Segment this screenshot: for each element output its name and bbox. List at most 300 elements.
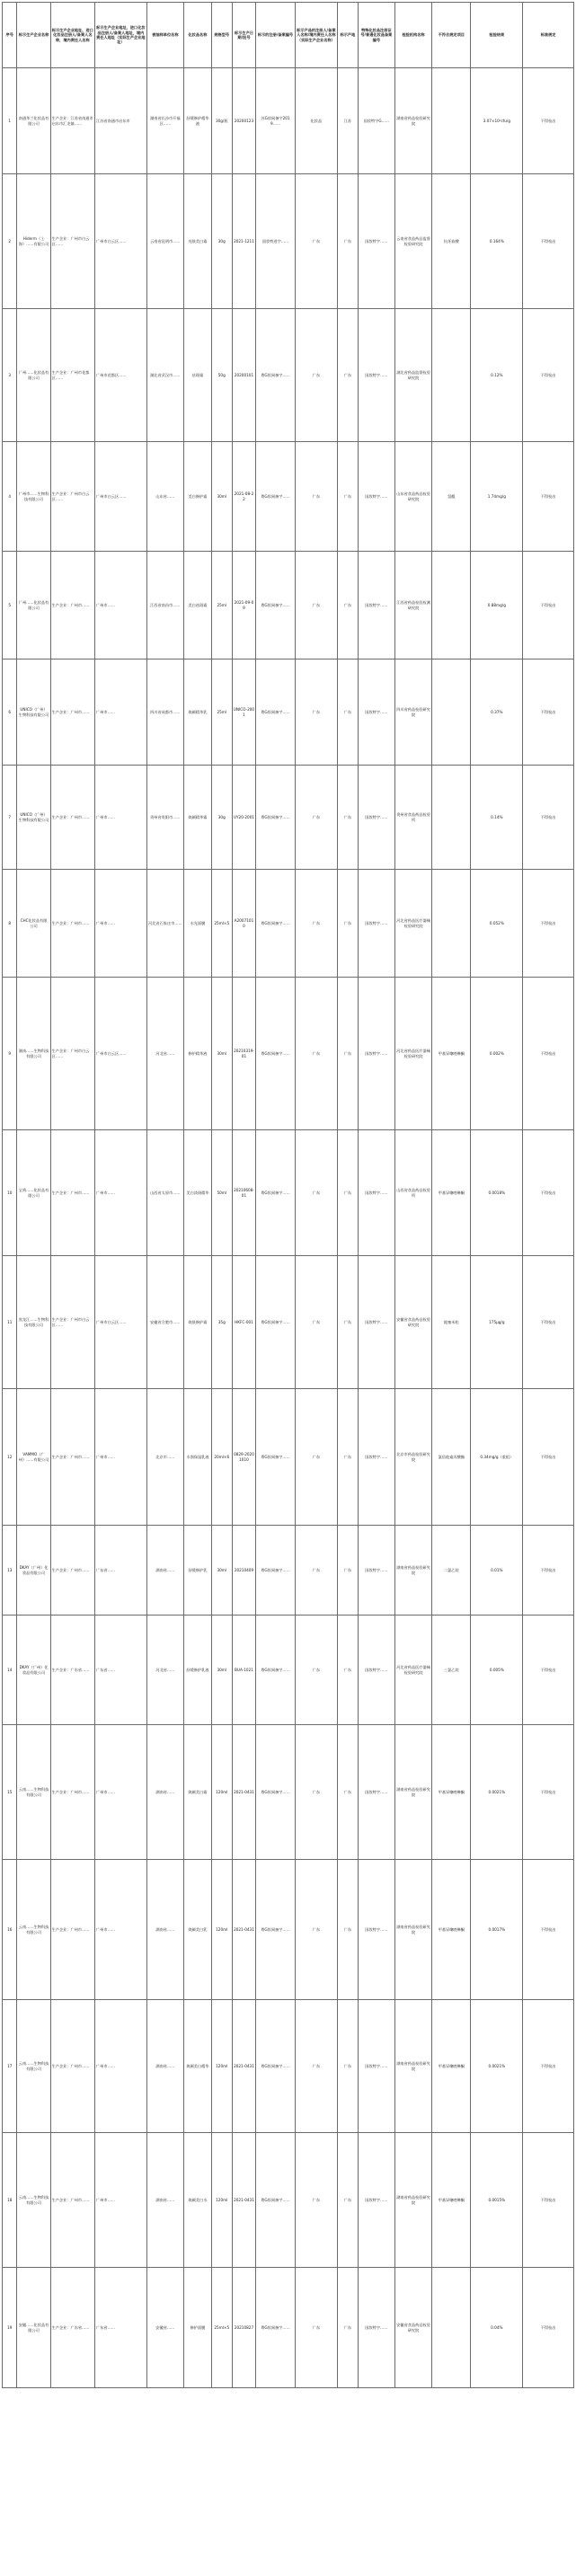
table-cell: 广东: [338, 174, 359, 309]
table-cell: 地塞米松: [432, 1256, 471, 1389]
table-cell: 广州市……: [95, 1725, 147, 1860]
table-row: [3, 870, 574, 978]
table-cell: 广东: [338, 659, 359, 766]
table-cell: 广东: [295, 1389, 337, 1526]
inspection-results-table: [2, 2, 574, 2388]
table-cell: [432, 870, 471, 978]
table-cell: 不得检出: [523, 978, 574, 1130]
table-cell: 广东省……: [95, 1616, 147, 1725]
header-cell: 规格型号: [211, 3, 232, 68]
table-cell: 120ml: [211, 2133, 232, 2268]
table-cell: 广州市……: [95, 1130, 147, 1256]
table-cell: 0.04%: [471, 2268, 523, 2388]
table-cell: 不得检出: [523, 1130, 574, 1256]
table-cell: 广东: [295, 1130, 337, 1256]
table-cell: 湖北省药品监督检验研究院: [394, 309, 431, 442]
table-cell: Hiderm（上海）……有限公司: [17, 174, 50, 309]
table-cell: 2021-1211: [232, 174, 256, 309]
table-cell: 安徽省合肥市……: [146, 1256, 183, 1389]
table-cell: 国妆特字……: [358, 978, 394, 1130]
table-cell: 国妆特字……: [358, 552, 394, 659]
table-cell: 江苏省南通市启东市: [95, 68, 147, 174]
table-cell: 30g: [211, 174, 232, 309]
table-cell: 国妆特字……: [358, 174, 394, 309]
table-row: [3, 1725, 574, 1860]
header-cell: 序号: [3, 3, 17, 68]
table-cell: 粤G妆网备字……: [256, 1860, 295, 2000]
table-cell: 0.164%: [471, 174, 523, 309]
row-number-cell: 6: [3, 659, 17, 766]
table-cell: 河北省……: [146, 978, 183, 1130]
row-number-cell: 2: [3, 174, 17, 309]
table-cell: 三氯乙烷: [432, 1616, 471, 1725]
table-cell: 生产企业：广州市……: [50, 2000, 94, 2133]
table-cell: 美白祛斑霜: [183, 552, 211, 659]
table-cell: 30g/瓶: [211, 68, 232, 174]
table-cell: 化妆品: [295, 68, 337, 174]
table-cell: 安徽省食品药品检验研究院: [394, 1256, 431, 1389]
row-number-cell: 19: [3, 2268, 17, 2388]
table-cell: 河北省药品医疗器械检验研究院: [394, 1616, 431, 1725]
table-body: [3, 68, 574, 2388]
table-row: [3, 659, 574, 766]
table-cell: CHC化妆品有限公司: [17, 870, 50, 978]
header-cell: 标示生产日期/批号: [232, 3, 256, 68]
table-cell: [432, 309, 471, 442]
table-cell: 广州……化妆品有限公司: [17, 309, 50, 442]
table-cell: 生产企业：广州市……: [50, 2133, 94, 2268]
table-cell: 粤G妆网备字……: [256, 659, 295, 766]
table-cell: 甲基异噻唑啉酮: [432, 2000, 471, 2133]
table-cell: 广州市……: [95, 1860, 147, 2000]
table-cell: 不得检出: [523, 1616, 574, 1725]
row-number-cell: 13: [3, 1526, 17, 1616]
table-cell: 国妆特字……: [358, 1526, 394, 1616]
header-cell: 标示产地: [338, 3, 359, 68]
table-cell: 25ml: [211, 659, 232, 766]
table-cell: 粤G妆网备字……: [256, 1725, 295, 1860]
table-row: [3, 552, 574, 659]
table-row: [3, 174, 574, 309]
row-number-cell: 16: [3, 1860, 17, 2000]
table-cell: 0.005%: [471, 1616, 523, 1725]
table-cell: 广东: [295, 1256, 337, 1389]
table-row: [3, 766, 574, 870]
table-row: [3, 1256, 574, 1389]
table-cell: 不得检出: [523, 1256, 574, 1389]
table-cell: 云南……生物科技有限公司: [17, 2133, 50, 2268]
table-cell: 甲基异噻唑啉酮: [432, 2133, 471, 2268]
table-cell: 广州市白云区……: [95, 442, 147, 552]
header-cell: 不符合规定项目: [432, 3, 471, 68]
table-cell: 湖南省长沙市开福区……: [146, 68, 183, 174]
table-cell: 舒缓修护乳液: [183, 1616, 211, 1725]
table-cell: 氯倍他索丙酸酯: [432, 1389, 471, 1526]
table-cell: 生产企业：广州市花都区……: [50, 309, 94, 442]
table-cell: 山东省食品药品检验研究院: [394, 442, 431, 552]
row-number-cell: 18: [3, 2133, 17, 2268]
table-cell: 舒缓修护精华液: [183, 68, 211, 174]
table-cell: 美白淡斑精华: [183, 1130, 211, 1256]
table-cell: 0.0021%: [471, 1725, 523, 1860]
table-cell: 南通华兰化妆品有限公司: [17, 68, 50, 174]
table-cell: 广东: [295, 978, 337, 1130]
table-cell: 生产企业：广州市……: [50, 659, 94, 766]
table-cell: 焕肤修护霜: [183, 1256, 211, 1389]
table-cell: DKAY（广州）化妆品有限公司: [17, 1526, 50, 1616]
table-row: [3, 1526, 574, 1616]
header-cell: 化妆品名称: [183, 3, 211, 68]
table-cell: 0.0015%: [471, 2133, 523, 2268]
table-cell: 20200101: [232, 309, 256, 442]
table-cell: 广东: [295, 309, 337, 442]
table-cell: 广州市……: [95, 659, 147, 766]
table-cell: 江苏: [338, 68, 359, 174]
table-cell: 焕颜美白水: [183, 2133, 211, 2268]
header-cell: 特殊化妆品注册证号/普通化妆品备案编号: [358, 3, 394, 68]
table-cell: [432, 659, 471, 766]
table-cell: 云南……生物科技有限公司: [17, 2000, 50, 2133]
table-cell: 粤G妆网备字……: [256, 1616, 295, 1725]
table-cell: 30ml: [211, 1526, 232, 1616]
table-cell: 生产企业：广州市……: [50, 1130, 94, 1256]
table-cell: 不得检出: [523, 2268, 574, 2388]
table-cell: UY20-2001: [232, 766, 256, 870]
table-cell: 2021-0431: [232, 1860, 256, 2000]
table-cell: 20ml×6: [211, 1389, 232, 1526]
table-cell: 不得检出: [523, 659, 574, 766]
table-cell: 国妆特字……: [358, 2268, 394, 2388]
table-cell: 生产企业：广东省……: [50, 2268, 94, 2388]
row-number-cell: 12: [3, 1389, 17, 1526]
table-cell: 广东: [295, 2000, 337, 2133]
table-cell: 0.0018%: [471, 1130, 523, 1256]
table-cell: 120ml: [211, 1725, 232, 1860]
table-cell: UNICO（广州）生物科技有限公司: [17, 659, 50, 766]
table-header-row: [3, 3, 574, 68]
table-cell: 不得检出: [523, 174, 574, 309]
table-cell: 0.37%: [471, 659, 523, 766]
table-row: [3, 442, 574, 552]
table-cell: 20210827: [232, 2268, 256, 2388]
table-cell: 甲基异噻唑啉酮: [432, 1130, 471, 1256]
header-cell: 检验机构名称: [394, 3, 431, 68]
table-cell: 广东: [338, 870, 359, 978]
table-cell: 焕颜美白乳: [183, 1860, 211, 2000]
table-cell: 广东: [295, 1616, 337, 1725]
table-cell: 广东: [338, 2000, 359, 2133]
table-cell: 广州市……: [95, 1389, 147, 1526]
table-cell: 广州市……生物科技有限公司: [17, 442, 50, 552]
table-cell: 35g: [211, 1256, 232, 1389]
table-cell: 河北省……: [146, 1616, 183, 1725]
table-cell: 国妆特字……: [358, 2000, 394, 2133]
table-cell: 国妆特字……: [358, 442, 394, 552]
table-cell: VAMMO（广州）……有限公司: [17, 1389, 50, 1526]
table-cell: 0.14%: [471, 766, 523, 870]
table-row: [3, 68, 574, 174]
table-cell: 广东: [338, 309, 359, 442]
table-cell: 广东: [338, 1725, 359, 1860]
table-cell: 甲基异噻唑啉酮: [432, 1860, 471, 2000]
table-cell: 江西省南昌市……: [146, 552, 183, 659]
table-cell: 生产企业：江苏省南通市启东市汇龙镇……: [50, 68, 94, 174]
table-cell: 粤G妆网备字……: [256, 1526, 295, 1616]
table-cell: 广州市……: [95, 2133, 147, 2268]
row-number-cell: 17: [3, 2000, 17, 2133]
table-cell: [432, 766, 471, 870]
table-cell: 粤G妆网备字……: [256, 2000, 295, 2133]
table-cell: 30ml: [211, 978, 232, 1130]
table-cell: 广东: [338, 1526, 359, 1616]
table-cell: 水润保湿乳液: [183, 1389, 211, 1526]
row-number-cell: 5: [3, 552, 17, 659]
table-cell: 不得检出: [523, 552, 574, 659]
table-cell: [432, 2268, 471, 2388]
table-cell: 国妆特字……: [358, 1860, 394, 2000]
table-row: [3, 2133, 574, 2268]
table-cell: [432, 552, 471, 659]
row-number-cell: 14: [3, 1616, 17, 1725]
header-cell: 标示生产企业地址、进口化妆品注册人/备案人名称，境内责任人名称: [50, 3, 94, 68]
table-cell: 国妆特字……: [358, 1725, 394, 1860]
table-cell: 0829-20201010: [232, 1389, 256, 1526]
table-cell: 不得检出: [523, 68, 574, 174]
table-cell: 不得检出: [523, 442, 574, 552]
table-cell: 广东: [295, 1526, 337, 1616]
table-cell: 湖南省药品检验研究院: [394, 1860, 431, 2000]
table-cell: 国妆特字……: [358, 870, 394, 978]
table-cell: 广东: [338, 2268, 359, 2388]
table-cell: 粤G妆网备字……: [256, 2133, 295, 2268]
table-cell: 广东: [295, 174, 337, 309]
table-cell: 湖北省武汉市……: [146, 309, 183, 442]
table-cell: 生产企业：广州市……: [50, 552, 94, 659]
table-cell: 四川省成都市……: [146, 659, 183, 766]
table-cell: 0.34mg/g（重组）: [471, 1389, 523, 1526]
table-cell: 不得检出: [523, 1526, 574, 1616]
table-cell: 30g: [211, 766, 232, 870]
table-cell: 50g: [211, 309, 232, 442]
table-cell: 0.002%: [471, 978, 523, 1130]
table-cell: 甲基异噻唑啉酮: [432, 1725, 471, 1860]
table-cell: A20071010: [232, 870, 256, 978]
table-cell: 不得检出: [523, 2000, 574, 2133]
table-cell: 国妆特字……: [358, 659, 394, 766]
table-cell: DKAY（广州）化妆品有限公司: [17, 1616, 50, 1725]
table-cell: 广州市白云区……: [95, 978, 147, 1130]
table-cell: 美白修护霜: [183, 442, 211, 552]
table-cell: 0.0017%: [471, 1860, 523, 2000]
table-cell: 粤G妆网备字……: [256, 1256, 295, 1389]
table-cell: 生产企业：广东省……: [50, 1616, 94, 1725]
table-cell: 国妆特字……: [358, 1256, 394, 1389]
header-cell: 标示生产企业名称: [17, 3, 50, 68]
table-cell: 广州市……: [95, 2000, 147, 2133]
table-cell: 不得检出: [523, 870, 574, 978]
row-number-cell: 3: [3, 309, 17, 442]
table-cell: 舒缓修护乳: [183, 1526, 211, 1616]
table-cell: 北京市药品检验研究院: [394, 1389, 431, 1526]
table-cell: 生产企业：广州市白云区……: [50, 1256, 94, 1389]
table-cell: 湖南省药品检验研究院: [394, 2133, 431, 2268]
table-cell: 江西省药品检验检测研究院: [394, 552, 431, 659]
table-cell: 广东: [295, 659, 337, 766]
table-cell: 25ml×5: [211, 870, 232, 978]
row-number-cell: 9: [3, 978, 17, 1130]
table-cell: 广东: [338, 1130, 359, 1256]
table-cell: 30ml: [211, 442, 232, 552]
table-cell: 广东省……: [95, 1526, 147, 1616]
table-cell: 安徽……化妆品有限公司: [17, 2268, 50, 2388]
table-cell: 湖南省药品检验研究院: [394, 2000, 431, 2133]
table-cell: 粤G妆网备字……: [256, 870, 295, 978]
table-cell: 河北省石家庄市……: [146, 870, 183, 978]
row-number-cell: 10: [3, 1130, 17, 1256]
table-cell: 广州……化妆品有限公司: [17, 552, 50, 659]
table-cell: 不得检出: [523, 1389, 574, 1526]
table-cell: 20200123: [232, 68, 256, 174]
row-number-cell: 8: [3, 870, 17, 978]
table-cell: 广州市花都区……: [95, 309, 147, 442]
table-cell: 修护精华液: [183, 978, 211, 1130]
table-cell: 湖南省……: [146, 1860, 183, 2000]
table-cell: 生产企业：广州市……: [50, 1725, 94, 1860]
table-cell: 氢醌: [432, 442, 471, 552]
table-cell: 2021-09-09: [232, 552, 256, 659]
row-number-cell: 7: [3, 766, 17, 870]
table-cell: 湖南省药品检验研究院: [394, 1725, 431, 1860]
table-cell: UNICO（广州）生物科技有限公司: [17, 766, 50, 870]
table-cell: 25ml: [211, 552, 232, 659]
table-cell: 2021-08-22: [232, 442, 256, 552]
table-cell: 广东: [338, 1860, 359, 2000]
table-cell: 修护面膜: [183, 2268, 211, 2388]
table-cell: 湖南省……: [146, 1526, 183, 1616]
table-cell: 焕颜美白精华: [183, 2000, 211, 2133]
table-cell: 湖南省……: [146, 2133, 183, 2268]
table-cell: 贵州省贵阳市……: [146, 766, 183, 870]
table-cell: 国妆特字……: [358, 2133, 394, 2268]
header-cell: 检验结果: [471, 3, 523, 68]
header-cell: 标示的注册/备案编号: [256, 3, 295, 68]
table-cell: 粤G妆网备字……: [256, 309, 295, 442]
table-cell: 焕颜精华乳: [183, 659, 211, 766]
table-cell: 生产企业：广州市……: [50, 870, 94, 978]
table-cell: 2021-0431: [232, 2133, 256, 2268]
table-cell: 25ml×5: [211, 2268, 232, 2388]
table-cell: 0.052%: [471, 870, 523, 978]
table-cell: 国妆特字……: [358, 1616, 394, 1725]
table-cell: 粤G妆网备字……: [256, 442, 295, 552]
table-cell: 山西省食品药品检验所: [394, 1130, 431, 1256]
table-cell: 山西省太原市……: [146, 1130, 183, 1256]
table-cell: 焕颜精华霜: [183, 766, 211, 870]
table-cell: 不得检出: [523, 1725, 574, 1860]
table-cell: 四川省药品检验研究院: [394, 659, 431, 766]
table-cell: [432, 68, 471, 174]
row-number-cell: 11: [3, 1256, 17, 1389]
table-cell: 云南省食品药品监督检验研究院: [394, 174, 431, 309]
table-cell: 0.0021%: [471, 2000, 523, 2133]
table-cell: 粤G妆网备字……: [256, 978, 295, 1130]
table-cell: 亮肤美白霜: [183, 174, 211, 309]
table-cell: 广东: [338, 1389, 359, 1526]
table-cell: 国妆特进字……: [256, 174, 295, 309]
header-cell: 标示生产企业地址，进口化妆品注册人/备案人地址，境内责任人地址（实际生产企业地址）: [95, 3, 147, 68]
table-cell: BUA-1021: [232, 1616, 256, 1725]
table-cell: 3.07×10²cfu/g: [471, 68, 523, 174]
table-cell: 广东: [338, 1616, 359, 1725]
table-cell: 北京市……: [146, 1389, 183, 1526]
table-cell: 黑龙江……生物科技有限公司: [17, 1256, 50, 1389]
table-cell: 生产企业：广州市……: [50, 766, 94, 870]
table-row: [3, 1860, 574, 2000]
table-cell: 不得检出: [523, 2133, 574, 2268]
table-cell: 广东: [295, 552, 337, 659]
table-cell: 30ml: [211, 1616, 232, 1725]
table-cell: 抗坏血酸: [432, 174, 471, 309]
table-cell: 广东: [338, 2133, 359, 2268]
table-cell: HKFC-001: [232, 1256, 256, 1389]
table-cell: 不得检出: [523, 1860, 574, 2000]
table-cell: 安徽省……: [146, 2268, 183, 2388]
table-cell: 0.88mg/g: [471, 552, 523, 659]
table-cell: 0.01%: [471, 1526, 523, 1616]
table-cell: 粤G妆网备字……: [256, 552, 295, 659]
table-cell: 湖南省药品检验研究院: [394, 1526, 431, 1616]
table-cell: 甲基异噻唑啉酮: [432, 978, 471, 1130]
table-row: [3, 1616, 574, 1725]
table-cell: 广东: [295, 442, 337, 552]
row-number-cell: 1: [3, 68, 17, 174]
table-cell: 贵州省食品药品检验所: [394, 766, 431, 870]
table-cell: 广东: [338, 1256, 359, 1389]
table-cell: 广东: [295, 1860, 337, 2000]
table-row: [3, 978, 574, 1130]
table-cell: 广州市白云区……: [95, 174, 147, 309]
table-cell: 50ml: [211, 1130, 232, 1256]
table-cell: 云南……生物科技有限公司: [17, 1725, 50, 1860]
table-cell: 粤G妆网备字……: [256, 1389, 295, 1526]
table-cell: 云南省昆明市……: [146, 174, 183, 309]
table-cell: 湖南省药品检验研究院: [394, 68, 431, 174]
table-cell: 粤G妆网备字……: [256, 766, 295, 870]
table-cell: 粤G妆网备字……: [256, 2268, 295, 2388]
table-cell: 苏G妆网备字2019……: [256, 68, 295, 174]
table-cell: 生产企业：广州市……: [50, 1860, 94, 2000]
table-row: [3, 1130, 574, 1256]
table-cell: 广东: [295, 2268, 337, 2388]
table-cell: 20210608-01: [232, 1130, 256, 1256]
table-cell: 120ml: [211, 2000, 232, 2133]
table-cell: 2021-0431: [232, 1725, 256, 1860]
table-cell: 广州市……: [95, 552, 147, 659]
table-cell: 生产企业：广州市……: [50, 1526, 94, 1616]
table-cell: 安徽省食品药品检验研究院: [394, 2268, 431, 2388]
table-cell: 国妆特字……: [358, 766, 394, 870]
table-cell: 生产企业：广州市白云区……: [50, 978, 94, 1130]
table-cell: 焕颜美白霜: [183, 1725, 211, 1860]
table-cell: 1.74mg/g: [471, 442, 523, 552]
row-number-cell: 4: [3, 442, 17, 552]
table-cell: 广东: [338, 978, 359, 1130]
table-cell: 广州市白云区……: [95, 1256, 147, 1389]
table-cell: 广东: [295, 766, 337, 870]
table-cell: 广州市……: [95, 870, 147, 978]
header-cell: 标示产品的注册人/备案人名称/境内责任人名称（实际生产企业名称）: [295, 3, 337, 68]
table-cell: 生产企业：广州市白云区……: [50, 442, 94, 552]
